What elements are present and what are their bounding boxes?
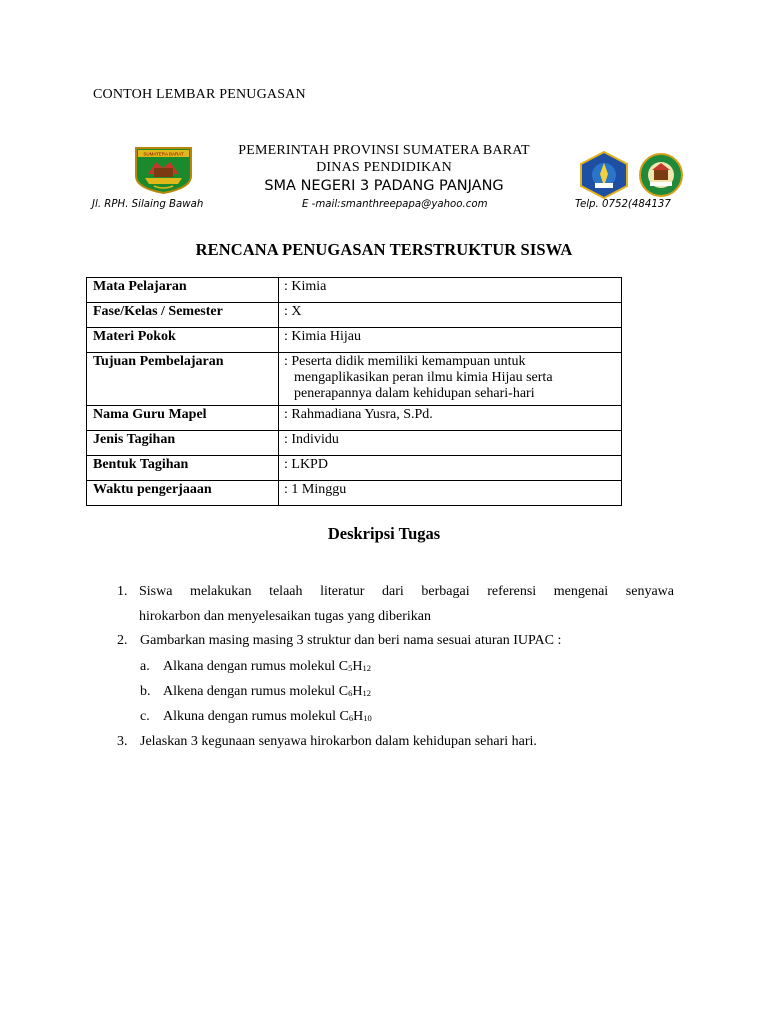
form-label: Bentuk Tagihan <box>87 456 279 481</box>
goal-line-2: mengaplikasikan peran ilmu kimia Hijau serta <box>294 370 553 385</box>
table-row <box>87 431 622 456</box>
type-label: Jenis Tagihan <box>87 431 279 456</box>
table-row <box>87 328 622 353</box>
topic-label: Materi Pokok <box>87 328 279 353</box>
table-row <box>87 303 622 328</box>
class-value: : X <box>279 303 622 328</box>
subitem-c-label: c. <box>140 709 150 724</box>
subject-label: Mata Pelajaran <box>87 278 279 303</box>
subitem-c-text: Alkuna dengan rumus molekul C <box>163 709 349 724</box>
task-2-text: Gambarkan masing masing 3 struktur dan beri nama sesuai aturan IUPAC : <box>140 633 562 648</box>
time-value: : 1 Minggu <box>279 481 622 506</box>
table-row <box>87 278 622 303</box>
subitem-a-c-count: 5 <box>348 663 353 673</box>
subitem-b-h: H <box>352 684 363 699</box>
subitem-a-label: a. <box>140 659 150 674</box>
goal-value <box>279 353 622 406</box>
task-1-line-1: Siswa melakukan telaah literatur dari berbagai referensi mengenai senyawa <box>139 584 674 599</box>
subitem-b-h-count: 12 <box>362 688 371 698</box>
emblem-text: SUMATERA BARAT <box>143 151 184 157</box>
subitem-a-h-count: 12 <box>362 663 371 673</box>
form-value: : LKPD <box>279 456 622 481</box>
subject-value: : Kimia <box>279 278 622 303</box>
subitem-a-h: H <box>352 659 363 674</box>
document-heading: CONTOH LEMBAR PENUGASAN <box>93 87 306 102</box>
topic-value: : Kimia Hijau <box>279 328 622 353</box>
agency-name: DINAS PENDIDIKAN <box>316 160 452 175</box>
tut-wuri-handayani-logo <box>577 150 631 200</box>
task-2-number: 2. <box>117 633 128 648</box>
task-1-number: 1. <box>117 584 128 599</box>
subitem-a-text: Alkana dengan rumus molekul C <box>163 659 349 674</box>
subitem-c-c-count: 6 <box>348 713 354 723</box>
assignment-info-table <box>86 277 622 506</box>
goal-label: Tujuan Pembelajaran <box>87 353 279 406</box>
table-row <box>87 406 622 431</box>
list-item <box>140 684 371 700</box>
list-item <box>140 709 372 725</box>
table-row <box>87 353 622 406</box>
goal-line-3: penerapannya dalam kehidupan sehari-hari <box>294 386 535 401</box>
class-label: Fase/Kelas / Semester <box>87 303 279 328</box>
subitem-b-label: b. <box>140 684 151 699</box>
task-1-line-2: hirokarbon dan menyelesaikan tugas yang diberikan <box>139 609 431 624</box>
goal-line-1: : Peserta didik memiliki kemampuan untuk <box>284 354 526 369</box>
task-3-text: Jelaskan 3 kegunaan senyawa hirokarbon dalam kehidupan sehari hari. <box>140 734 537 749</box>
table-row <box>87 456 622 481</box>
teacher-value: : Rahmadiana Yusra, S.Pd. <box>279 406 622 431</box>
teacher-label: Nama Guru Mapel <box>87 406 279 431</box>
subitem-c-h: H <box>353 709 364 724</box>
plan-title: RENCANA PENUGASAN TERSTRUKTUR SISWA <box>195 240 573 259</box>
school-address: Jl. RPH. Silaing Bawah <box>92 199 204 210</box>
list-item <box>140 659 371 675</box>
table-row <box>87 481 622 506</box>
subitem-c-h-count: 10 <box>363 713 372 723</box>
task-3-number: 3. <box>117 734 128 749</box>
type-value: : Individu <box>279 431 622 456</box>
description-title: Deskripsi Tugas <box>327 524 441 543</box>
school-emblem-logo <box>636 152 686 198</box>
list-item <box>117 734 537 750</box>
list-item <box>117 584 674 600</box>
subitem-b-c-count: 6 <box>348 688 353 698</box>
list-item <box>117 633 561 649</box>
school-email: E -mail:smanthreepapa@yahoo.com <box>302 199 488 210</box>
government-name: PEMERINTAH PROVINSI SUMATERA BARAT <box>238 143 530 158</box>
school-phone: Telp. 0752(484137 <box>575 199 671 210</box>
school-name: SMA NEGERI 3 PADANG PANJANG <box>264 178 504 194</box>
subitem-b-text: Alkena dengan rumus molekul C <box>163 684 349 699</box>
time-label: Waktu pengerjaaan <box>87 481 279 506</box>
